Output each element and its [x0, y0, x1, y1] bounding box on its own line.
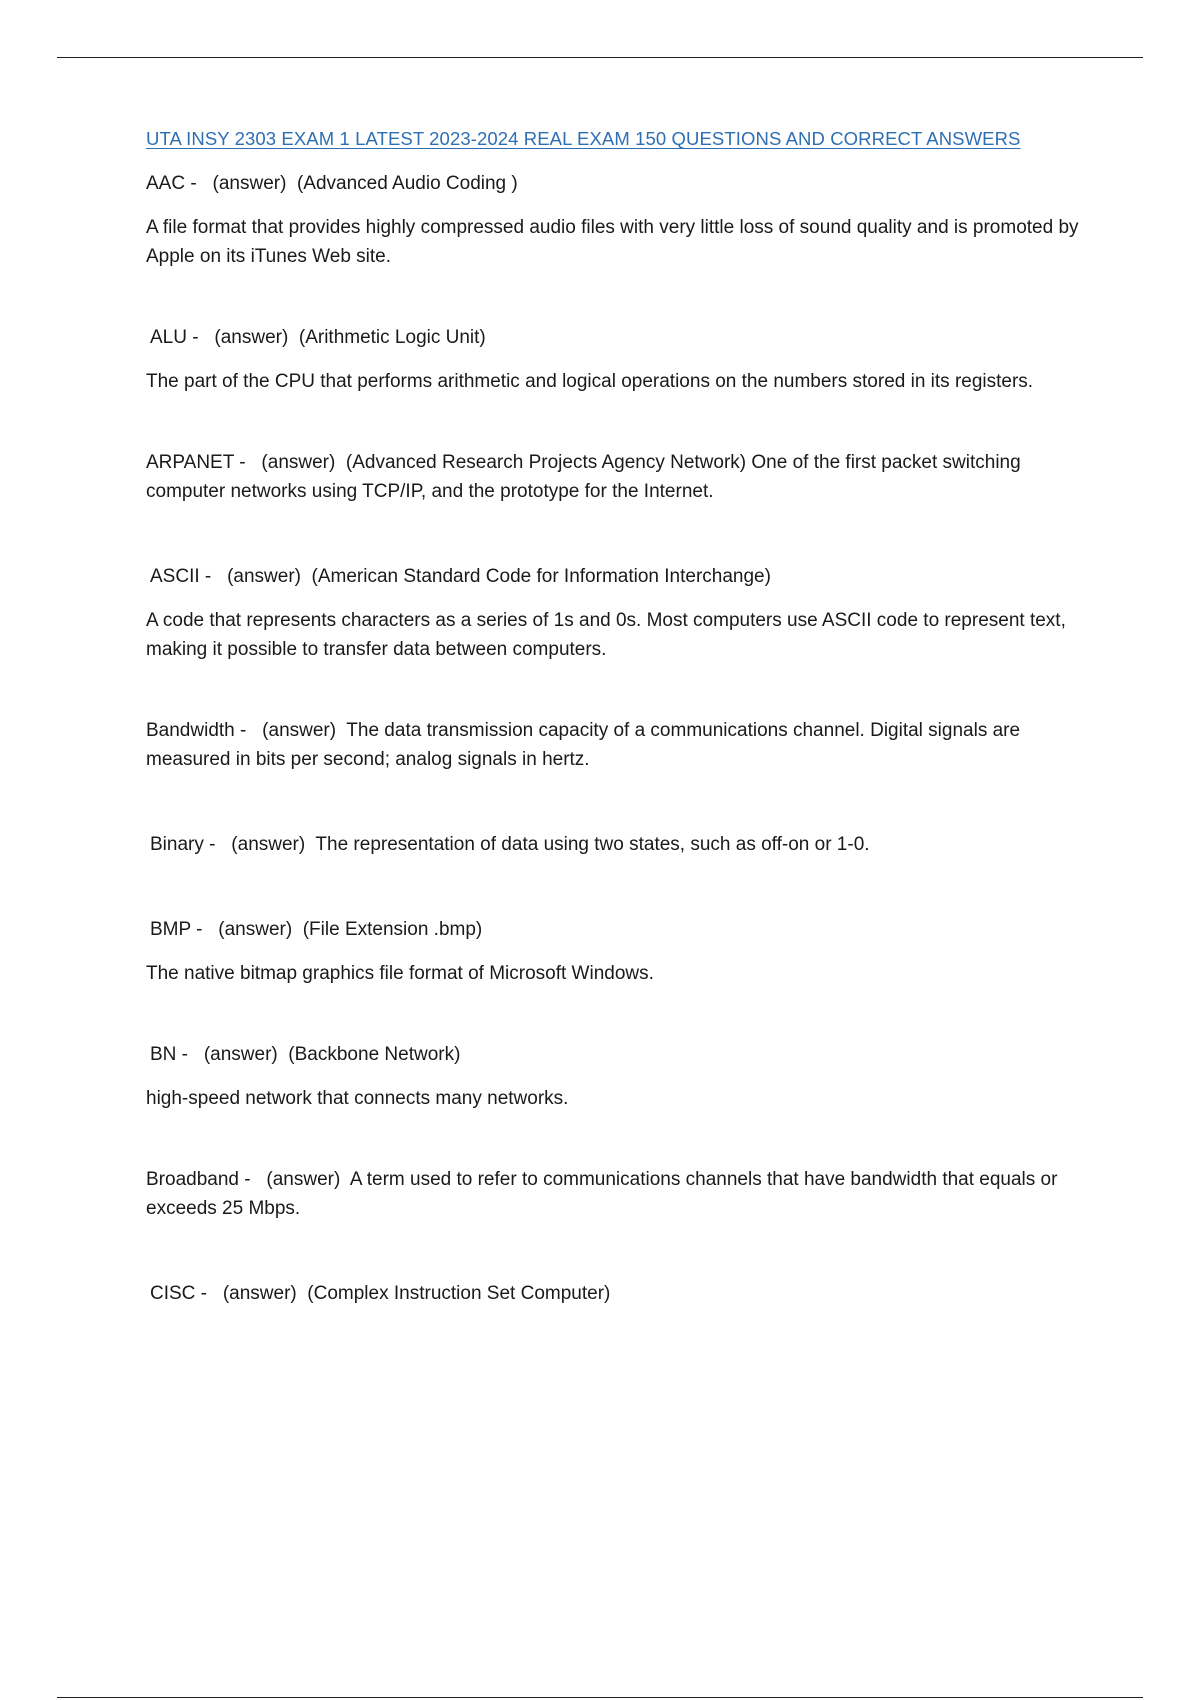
entry-definition: high-speed network that connects many networks. — [146, 1088, 569, 1109]
entry-cisc — [146, 1279, 1086, 1308]
entry-term: CISC - (answer) (Complex Instruction Set Computer) — [150, 1283, 611, 1304]
entry-binary — [146, 830, 1086, 859]
entry-term: BN - (answer) (Backbone Network) — [150, 1044, 461, 1065]
entry-term: Bandwidth - (answer) The data transmission capacity of a communications channel. Digital signals are measured in bits per second; analog signals in hertz. — [146, 720, 1026, 770]
entry-definition: The part of the CPU that performs arithmetic and logical operations on the numbers stored in its registers. — [146, 371, 1034, 392]
entry-term: BMP - (answer) (File Extension .bmp) — [150, 919, 483, 940]
entry-bn — [146, 1040, 1086, 1113]
entry-definition: A file format that provides highly compressed audio files with very little loss of sound quality and is promoted by Apple on its iTunes Web site. — [146, 217, 1083, 267]
entry-bandwidth — [146, 716, 1086, 774]
entry-ascii — [146, 562, 1086, 664]
entry-arpanet — [146, 448, 1086, 506]
page-top-rule — [57, 57, 1143, 58]
page-bottom-rule — [57, 1697, 1143, 1698]
entry-definition: A code that represents characters as a series of 1s and 0s. Most computers use ASCII code to represent text, making it possible to transfer data between computers. — [146, 610, 1072, 660]
entry-alu — [146, 323, 1086, 396]
entry-aac — [146, 169, 1086, 271]
document-title-link[interactable]: UTA INSY 2303 EXAM 1 LATEST 2023-2024 REAL EXAM 150 QUESTIONS AND CORRECT ANSWERS — [146, 128, 1021, 149]
entry-term: ALU - (answer) (Arithmetic Logic Unit) — [150, 327, 486, 348]
entry-term: AAC - (answer) (Advanced Audio Coding ) — [146, 173, 518, 194]
entry-term: Broadband - (answer) A term used to refer to communications channels that have bandwidth that equals or exceeds 25 Mbps. — [146, 1169, 1063, 1219]
entry-broadband — [146, 1165, 1086, 1223]
entry-bmp — [146, 915, 1086, 988]
entry-term: Binary - (answer) The representation of data using two states, such as off-on or 1-0. — [150, 834, 870, 855]
entry-definition: The native bitmap graphics file format of Microsoft Windows. — [146, 963, 654, 984]
entry-term: ARPANET - (answer) (Advanced Research Projects Agency Network) One of the first packet switching computer networks using TCP/IP, and the prototype for the Internet. — [146, 452, 1026, 502]
document-body — [146, 128, 1086, 1308]
entry-term: ASCII - (answer) (American Standard Code for Information Interchange) — [150, 566, 771, 587]
